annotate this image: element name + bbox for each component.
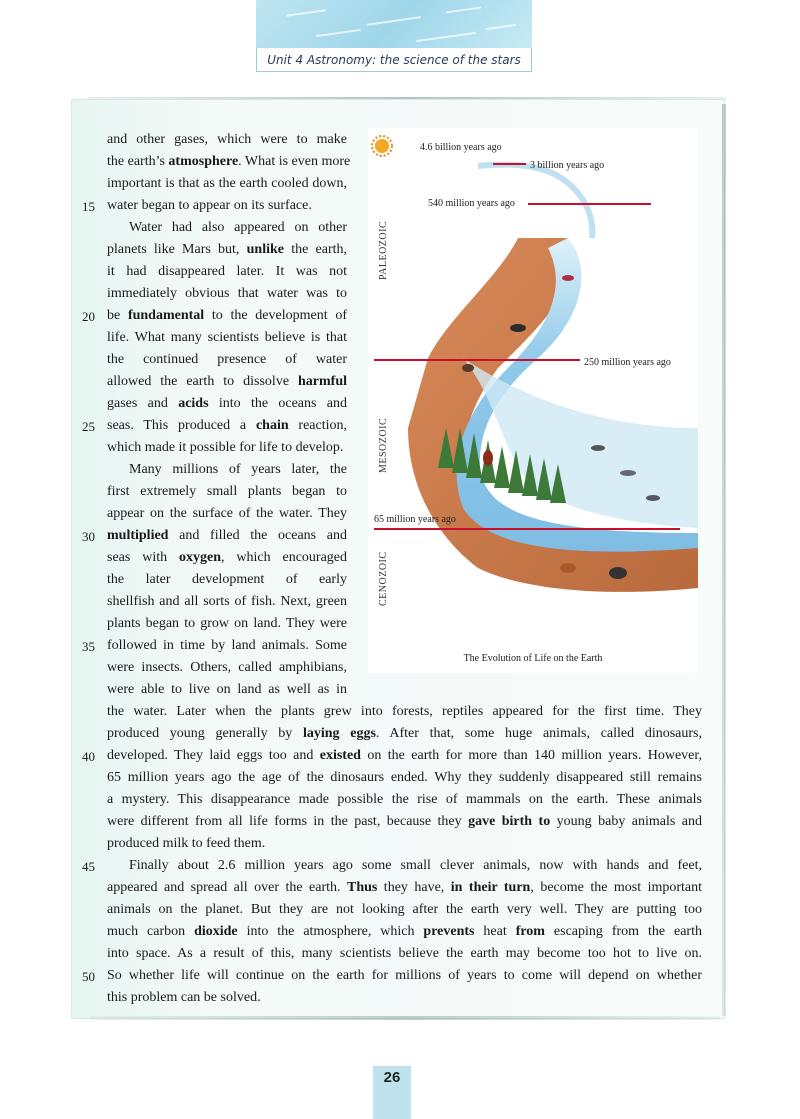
text-line: produced milk to feed them.: [107, 836, 266, 851]
text-line: this problem can be solved.: [107, 990, 261, 1005]
text-line: shellfish and all sorts of fish. Next, green: [107, 594, 347, 609]
line-number: 45: [82, 859, 95, 874]
text-line: the continued presence of water: [107, 352, 347, 367]
text-line: first extremely small plants began to: [107, 484, 347, 499]
page-number-tab: [373, 1066, 411, 1119]
panel-bottom-shadow: [90, 1016, 720, 1020]
evolution-illustration: [368, 128, 698, 673]
sun-icon: [372, 136, 392, 156]
text-line: developed. They laid eggs too and existed on the earth for more than 140 million years. However,: [107, 748, 702, 763]
label-3-billion: 3 billion years ago: [530, 160, 605, 171]
text-line: much carbon dioxide into the atmosphere, which prevents heat from escaping from the earth: [107, 924, 702, 939]
label-540-million: 540 million years ago: [428, 198, 515, 209]
text-line: were able to live on land as well as in: [107, 682, 347, 697]
panel-right-shadow: [722, 104, 726, 1016]
label-250-million: 250 million years ago: [584, 357, 671, 368]
line-number: 35: [82, 639, 95, 654]
text-line: plants began to grow on land. They were: [107, 616, 347, 631]
text-line: life. What many scientists believe is that: [107, 330, 347, 345]
unit-title: Unit 4 Astronomy: the science of the stars: [256, 48, 532, 72]
text-line: water began to appear on its surface.: [107, 198, 312, 213]
era-mesozoic: MESOZOIC: [378, 417, 389, 473]
text-line: appear on the surface of the water. They: [107, 506, 347, 521]
text-line: multiplied and filled the oceans and: [107, 528, 347, 543]
text-line: the earth’s atmosphere. What is even more: [107, 154, 351, 169]
text-line: immediately obvious that water was to: [107, 286, 347, 301]
text-line: allowed the earth to dissolve harmful: [107, 374, 347, 389]
text-line: appeared and spread all over the earth. Thus they have, in their turn, become the most important: [107, 880, 703, 895]
figure-caption: The Evolution of Life on the Earth: [463, 653, 603, 664]
text-line: the later development of early: [107, 572, 347, 587]
text-line: and other gases, which were to make: [107, 132, 347, 147]
line-number: 30: [82, 529, 95, 544]
text-line: seas with oxygen, which encouraged: [107, 550, 348, 565]
text-line: a mystery. This disappearance made possible the rise of mammals on the earth. These animals: [107, 792, 702, 807]
text-line: Finally about 2.6 million years ago some small clever animals, now with hands and feet,: [129, 858, 702, 873]
text-line: be fundamental to the development of: [107, 308, 348, 323]
era-paleozoic: PALEOZOIC: [378, 220, 389, 280]
label-4-6-billion: 4.6 billion years ago: [420, 142, 502, 153]
text-line: into space. As a result of this, many scientists believe the earth may become too hot to live on.: [107, 946, 702, 961]
header-banner: [256, 0, 532, 48]
line-number: 15: [82, 199, 95, 214]
line-number: 50: [82, 969, 95, 984]
text-line: were different from all life forms in the past, because they gave birth to young baby animals and: [107, 814, 702, 829]
text-line: the water. Later when the plants grew into forests, reptiles appeared for the first time. They: [107, 704, 702, 719]
line-number: 40: [82, 749, 95, 764]
text-line: Water had also appeared on other: [129, 220, 347, 235]
evolution-figure: [368, 128, 698, 673]
line-number: 20: [82, 309, 95, 324]
label-65-million: 65 million years ago: [374, 514, 456, 525]
text-line: seas. This produced a chain reaction,: [107, 418, 347, 433]
text-line: important is that as the earth cooled down,: [107, 176, 347, 191]
text-line: it had disappeared later. It was not: [107, 264, 347, 279]
text-line: Many millions of years later, the: [129, 462, 347, 477]
text-line: gases and acids into the oceans and: [107, 396, 347, 411]
text-line: So whether life will continue on the earth for millions of years to come will depend on whether: [107, 968, 702, 983]
text-line: which made it possible for life to develop.: [107, 440, 344, 455]
text-line: followed in time by land animals. Some: [107, 638, 347, 653]
text-line: planets like Mars but, unlike the earth,: [107, 242, 347, 257]
page-number: 26: [383, 1069, 401, 1086]
line-number: 25: [82, 419, 95, 434]
text-line: were insects. Others, called amphibians,: [107, 660, 347, 675]
text-line: animals on the planet. But they are not looking after the earth very well. They are putting too: [107, 902, 702, 917]
era-cenozoic: CENOZOIC: [378, 551, 389, 606]
text-line: produced young generally by laying eggs. After that, some huge animals, called dinosaurs,: [107, 726, 702, 741]
text-line: 65 million years ago the age of the dinosaurs ended. Why they suddenly disappeared still remains: [107, 770, 702, 785]
